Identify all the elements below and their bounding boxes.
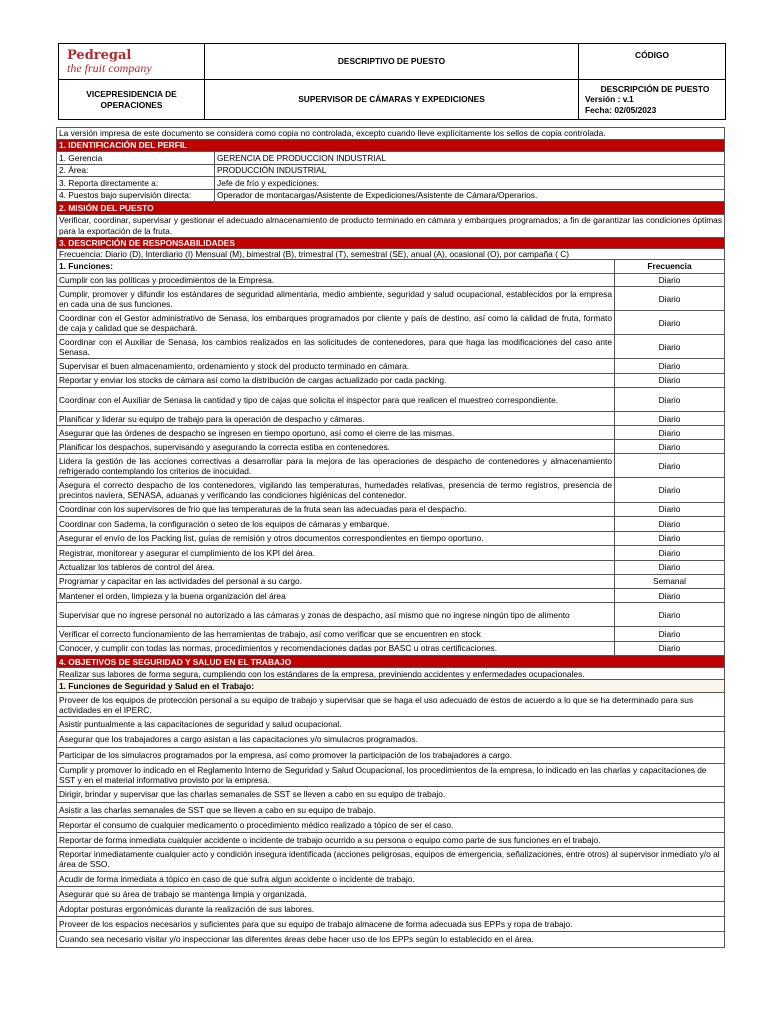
table-row bbox=[57, 287, 725, 311]
field-value: PRODUCCIÓN INDUSTRIAL bbox=[215, 164, 725, 177]
table-row bbox=[57, 177, 725, 190]
sst-function-text: Cumplir y promover lo indicado en el Reglamento Interno de Seguridad y Salud Ocupacional, los procedimientos de la empresa, lo indicado en las charlas y capacitaciones de SST y en el material informativo provisto por la empresa. bbox=[57, 763, 725, 786]
sst-function-text: Adoptar posturas ergonómicas durante la realización de sus labores. bbox=[57, 902, 725, 917]
table-row bbox=[57, 817, 725, 832]
function-frequency: Diario bbox=[615, 589, 725, 603]
sst-function-text: Asistir a las charlas semanales de SST que se lleven a cabo en su equipo de trabajo. bbox=[57, 802, 725, 817]
function-frequency: Diario bbox=[615, 359, 725, 374]
table-row bbox=[57, 454, 725, 478]
table-row bbox=[57, 763, 725, 786]
table-row bbox=[57, 214, 725, 237]
section-header-row bbox=[57, 140, 725, 152]
function-frequency: Diario bbox=[615, 373, 725, 388]
section-title: 4. OBJETIVOS DE SEGURIDAD Y SALUD EN EL TRABAJO bbox=[57, 656, 725, 668]
function-text: Supervisar que no ingrese personal no autorizado a las cámaras y zonas de despacho, así mismo que no ingrese ningún tipo de alimento bbox=[57, 603, 615, 627]
table-row bbox=[57, 574, 725, 589]
function-text: Coordinar con el Gestor administrativo de Senasa, los embarques programados por cliente y país de destino, así como la calidad de fruta, formato de caja y calidad que se despachará. bbox=[57, 311, 615, 335]
sst-function-text: Participar de los simulacros programados por la empresa, así como promover la participación de los trabajadores a cargo. bbox=[57, 747, 725, 763]
table-row bbox=[57, 717, 725, 732]
table-row bbox=[57, 412, 725, 426]
function-frequency: Diario bbox=[615, 478, 725, 503]
table-row bbox=[57, 747, 725, 763]
table-row bbox=[57, 152, 725, 165]
table-row bbox=[57, 802, 725, 817]
section-title: 1. IDENTIFICACIÓN DEL PERFIL bbox=[57, 140, 725, 152]
function-frequency: Diario bbox=[615, 426, 725, 440]
sst-function-text: Reportar inmediatamente cualquier acto y condición insegura identificada (acciones peligrosas, equipos de emergencia, señalizaciones, entre otros) al supervisor inmediato y/o al área de SSO. bbox=[57, 847, 725, 871]
function-text: Programar y capacitar en las actividades del personal a su cargo. bbox=[57, 574, 615, 589]
sst-function-text: Proveer de los equipos de protección personal a su equipo de trabajo y supervisar que se haga el uso adecuado de estos de acuerdo a lo que se ha determinado para sus actividades en el IPERC. bbox=[57, 693, 725, 717]
function-text: Actualizar los tableros de control del área. bbox=[57, 560, 615, 574]
field-label: 3. Reporta directamente a: bbox=[57, 177, 215, 190]
table-row bbox=[57, 502, 725, 517]
sst-function-text: Asegurar que los trabajadores a cargo asistan a las capacitaciones y/o simulacros programados. bbox=[57, 731, 725, 747]
function-frequency: Diario bbox=[615, 603, 725, 627]
field-label: 4. Puestos bajo supervisión directa: bbox=[57, 189, 215, 202]
company-logo bbox=[59, 44, 205, 80]
document-header bbox=[58, 43, 726, 120]
sst-function-text: Dirigir, brindar y supervisar que las charlas semanales de SST se lleven a cabo en su equipo de trabajo. bbox=[57, 786, 725, 802]
profile-table bbox=[56, 127, 725, 948]
function-text: Reportar y enviar los stocks de cámara así como la distribución de cargas actualizado por cada packing. bbox=[57, 373, 615, 388]
table-row bbox=[57, 164, 725, 177]
function-frequency: Diario bbox=[615, 440, 725, 454]
version: Versión : v.1 bbox=[585, 94, 634, 105]
table-row bbox=[57, 603, 725, 627]
function-frequency: Diario bbox=[615, 335, 725, 359]
table-row bbox=[57, 426, 725, 440]
section-title: 3. DESCRIPCIÓN DE RESPONSABILIDADES bbox=[57, 237, 725, 248]
position-title: SUPERVISOR DE CÁMARAS Y EXPEDICIONES bbox=[205, 80, 579, 120]
function-text: Asegurar que las órdenes de despacho se ingresen en tiempo oportuno, así como el cierre de las mismas. bbox=[57, 426, 615, 440]
logo-name: Pedregal bbox=[67, 48, 132, 63]
function-text: Coordinar con el Auxiliar de Senasa la cantidad y tipo de cajas que solicita el inspector para que realicen el muestreo correspondiente. bbox=[57, 388, 615, 412]
table-row bbox=[57, 260, 725, 274]
function-frequency: Diario bbox=[615, 627, 725, 642]
function-text: Cumplir con las políticas y procedimientos de la Empresa. bbox=[57, 273, 615, 287]
table-row bbox=[57, 440, 725, 454]
table-row bbox=[57, 248, 725, 260]
mission-text: Verificar, coordinar, supervisar y gestionar el adecuado almacenamiento de producto terminado en cámara y embarques programados; a fin de garantizar las condiciones óptimas para la exportación de la fruta. bbox=[57, 214, 725, 237]
table-row bbox=[57, 917, 725, 932]
function-text: Coordinar con Sadema, la configuración o seteo de los equipos de cámaras y embarque. bbox=[57, 517, 615, 532]
table-row bbox=[57, 546, 725, 561]
table-row bbox=[57, 359, 725, 374]
field-value: Operador de montacargas/Asistente de Expediciones/Asistente de Cámara/Operarios. bbox=[215, 189, 725, 202]
table-row bbox=[57, 388, 725, 412]
function-text: Cumplir, promover y difundir los estándares de seguridad alimentaria, medio ambiente, seguridad y salud ocupacional, establecidos por la empresa en cada una de sus funciones. bbox=[57, 287, 615, 311]
functions-header: 1. Funciones: bbox=[57, 260, 615, 274]
department: VICEPRESIDENCIA DE OPERACIONES bbox=[59, 80, 205, 120]
function-frequency: Diario bbox=[615, 560, 725, 574]
field-label: 2. Área: bbox=[57, 164, 215, 177]
function-frequency: Diario bbox=[615, 531, 725, 546]
desc-title: DESCRIPCIÓN DE PUESTO bbox=[600, 84, 710, 95]
sst-function-text: Asegurar que su área de trabajo se mantenga limpia y organizada. bbox=[57, 887, 725, 902]
function-frequency: Diario bbox=[615, 311, 725, 335]
table-row bbox=[57, 627, 725, 642]
table-row bbox=[57, 589, 725, 603]
doc-type: DESCRIPTIVO DE PUESTO bbox=[205, 44, 579, 80]
function-frequency: Diario bbox=[615, 546, 725, 561]
table-row bbox=[57, 189, 725, 202]
date: Fecha: 02/05/2023 bbox=[585, 104, 657, 115]
table-row bbox=[57, 832, 725, 847]
function-text: Planificar los despachos, supervisando y asegurando la correcta estiba en contenedores. bbox=[57, 440, 615, 454]
table-row bbox=[57, 902, 725, 917]
table-row bbox=[57, 517, 725, 532]
function-frequency: Diario bbox=[615, 273, 725, 287]
table-row bbox=[57, 680, 725, 693]
field-label: 1. Gerencia bbox=[57, 152, 215, 165]
function-text: Verificar el correcto funcionamiento de las herramientas de trabajo, así como verificar que se encuentren en stock bbox=[57, 627, 615, 642]
table-row bbox=[57, 273, 725, 287]
sst-function-text: Cuando sea necesario visitar y/o inspeccionar las diferentes áreas debe hacer uso de los EPPs según lo establecido en el área. bbox=[57, 932, 725, 948]
function-text: Coordinar con los supervisores de frio que las temperaturas de la fruta sean las adecuadas para el despacho. bbox=[57, 502, 615, 517]
table-row bbox=[57, 641, 725, 656]
sst-function-text: Acudir de forma inmediata a tópico en caso de que sufra algun accidente o incidente de trabajo. bbox=[57, 871, 725, 887]
table-row bbox=[57, 731, 725, 747]
sst-function-text: Reportar el consumo de cualquier medicamento o procedimiento médico realizado a tópico de ser el caso. bbox=[57, 817, 725, 832]
field-value: GERENCIA DE PRODUCCION INDUSTRIAL bbox=[215, 152, 725, 165]
logo-tagline: the fruit company bbox=[67, 61, 152, 75]
function-text: Mantener el orden, limpieza y la buena organización del área bbox=[57, 589, 615, 603]
sst-function-text: Proveer de los espacios necesarios y suficientes para que su equipo de trabajo almacene de forma adecuada sus EPPs y ropa de trabajo. bbox=[57, 917, 725, 932]
table-row bbox=[57, 335, 725, 359]
function-text: Asegurar el envío de los Packing list, guías de remisión y otros documentos correspondientes en tiempo oportuno. bbox=[57, 531, 615, 546]
section-header-row bbox=[57, 202, 725, 215]
table-row bbox=[57, 693, 725, 717]
function-text: Coordinar con el Auxiliar de Senasa, los cambios realizados en las solicitudes de contenedores, para que haga las modificaciones del caso ante Senasa. bbox=[57, 335, 615, 359]
function-text: Planificar y liderar su equipo de trabajo para la operación de despacho y cámaras. bbox=[57, 412, 615, 426]
function-frequency: Diario bbox=[615, 412, 725, 426]
function-text: Conocer, y cumplir con todas las normas, procedimientos y recomendaciones dadas por BASC u otras certificaciones. bbox=[57, 641, 615, 656]
table-row bbox=[57, 478, 725, 503]
section-header-row bbox=[57, 656, 725, 668]
function-text: Supervisar el buen almacenamiento, ordenamiento y stock del producto terminado en cámara. bbox=[57, 359, 615, 374]
section-header-row bbox=[57, 237, 725, 248]
frequency-note: Frecuencia: Diario (D), Interdiario (I) Mensual (M), bimestral (B), trimestral (T), semestral (SE), anual (A), ocasional (O), por campaña ( C) bbox=[57, 248, 725, 260]
table-row bbox=[57, 128, 725, 140]
function-frequency: Semanal bbox=[615, 574, 725, 589]
table-row bbox=[57, 311, 725, 335]
function-frequency: Diario bbox=[615, 502, 725, 517]
function-frequency: Diario bbox=[615, 287, 725, 311]
function-text: Registrar, monitorear y asegurar el cumplimiento de los KPI del área. bbox=[57, 546, 615, 561]
sst-intro: Realizar sus labores de forma segura, cumpliendo con los estándares de la empresa, previniendo accidentes y enfermedades ocupacionales. bbox=[57, 668, 725, 680]
function-frequency: Diario bbox=[615, 454, 725, 478]
section-title: 2. MISIÓN DEL PUESTO bbox=[57, 202, 725, 215]
sst-function-text: Asistir puntualmente a las capacitaciones de seguridad y salud ocupacional. bbox=[57, 717, 725, 732]
notice: La versión impresa de este documento se considera como copia no controlada, excepto cuando lleve explícitamente los sellos de copia controlada. bbox=[57, 128, 725, 140]
sst-function-text: Reportar de forma inmediata cualquier accidente o incidente de trabajo ocurrido a su persona o equipo como parte de sus funciones en el trabajo. bbox=[57, 832, 725, 847]
table-row bbox=[57, 560, 725, 574]
function-frequency: Diario bbox=[615, 641, 725, 656]
field-value: Jefe de frío y expediciones. bbox=[215, 177, 725, 190]
table-row bbox=[57, 871, 725, 887]
table-row bbox=[57, 887, 725, 902]
table-row bbox=[57, 373, 725, 388]
table-row bbox=[57, 847, 725, 871]
function-frequency: Diario bbox=[615, 517, 725, 532]
sst-subtitle: 1. Funciones de Seguridad y Salud en el Trabajo: bbox=[57, 680, 725, 693]
function-text: Lidera la gestión de las acciones correctivas a desarrollar para la mejora de las operaciones de despacho de contenedores y almacenamiento refrigerado contemplando los criterios de inocuidad. bbox=[57, 454, 615, 478]
code-label: CÓDIGO bbox=[579, 44, 726, 80]
table-row bbox=[57, 668, 725, 680]
function-frequency: Diario bbox=[615, 388, 725, 412]
table-row bbox=[57, 531, 725, 546]
doc-meta bbox=[579, 80, 726, 120]
table-row bbox=[57, 786, 725, 802]
frequency-header: Frecuencia bbox=[615, 260, 725, 274]
table-row bbox=[57, 932, 725, 948]
function-text: Asegura el correcto despacho de los contenedores, vigilando las temperaturas, humedades relativas, presencia de termo registros, presencia de precintos naviera, SENASA, aduanas y verificando las condiciones higiénicas del contenedor. bbox=[57, 478, 615, 503]
